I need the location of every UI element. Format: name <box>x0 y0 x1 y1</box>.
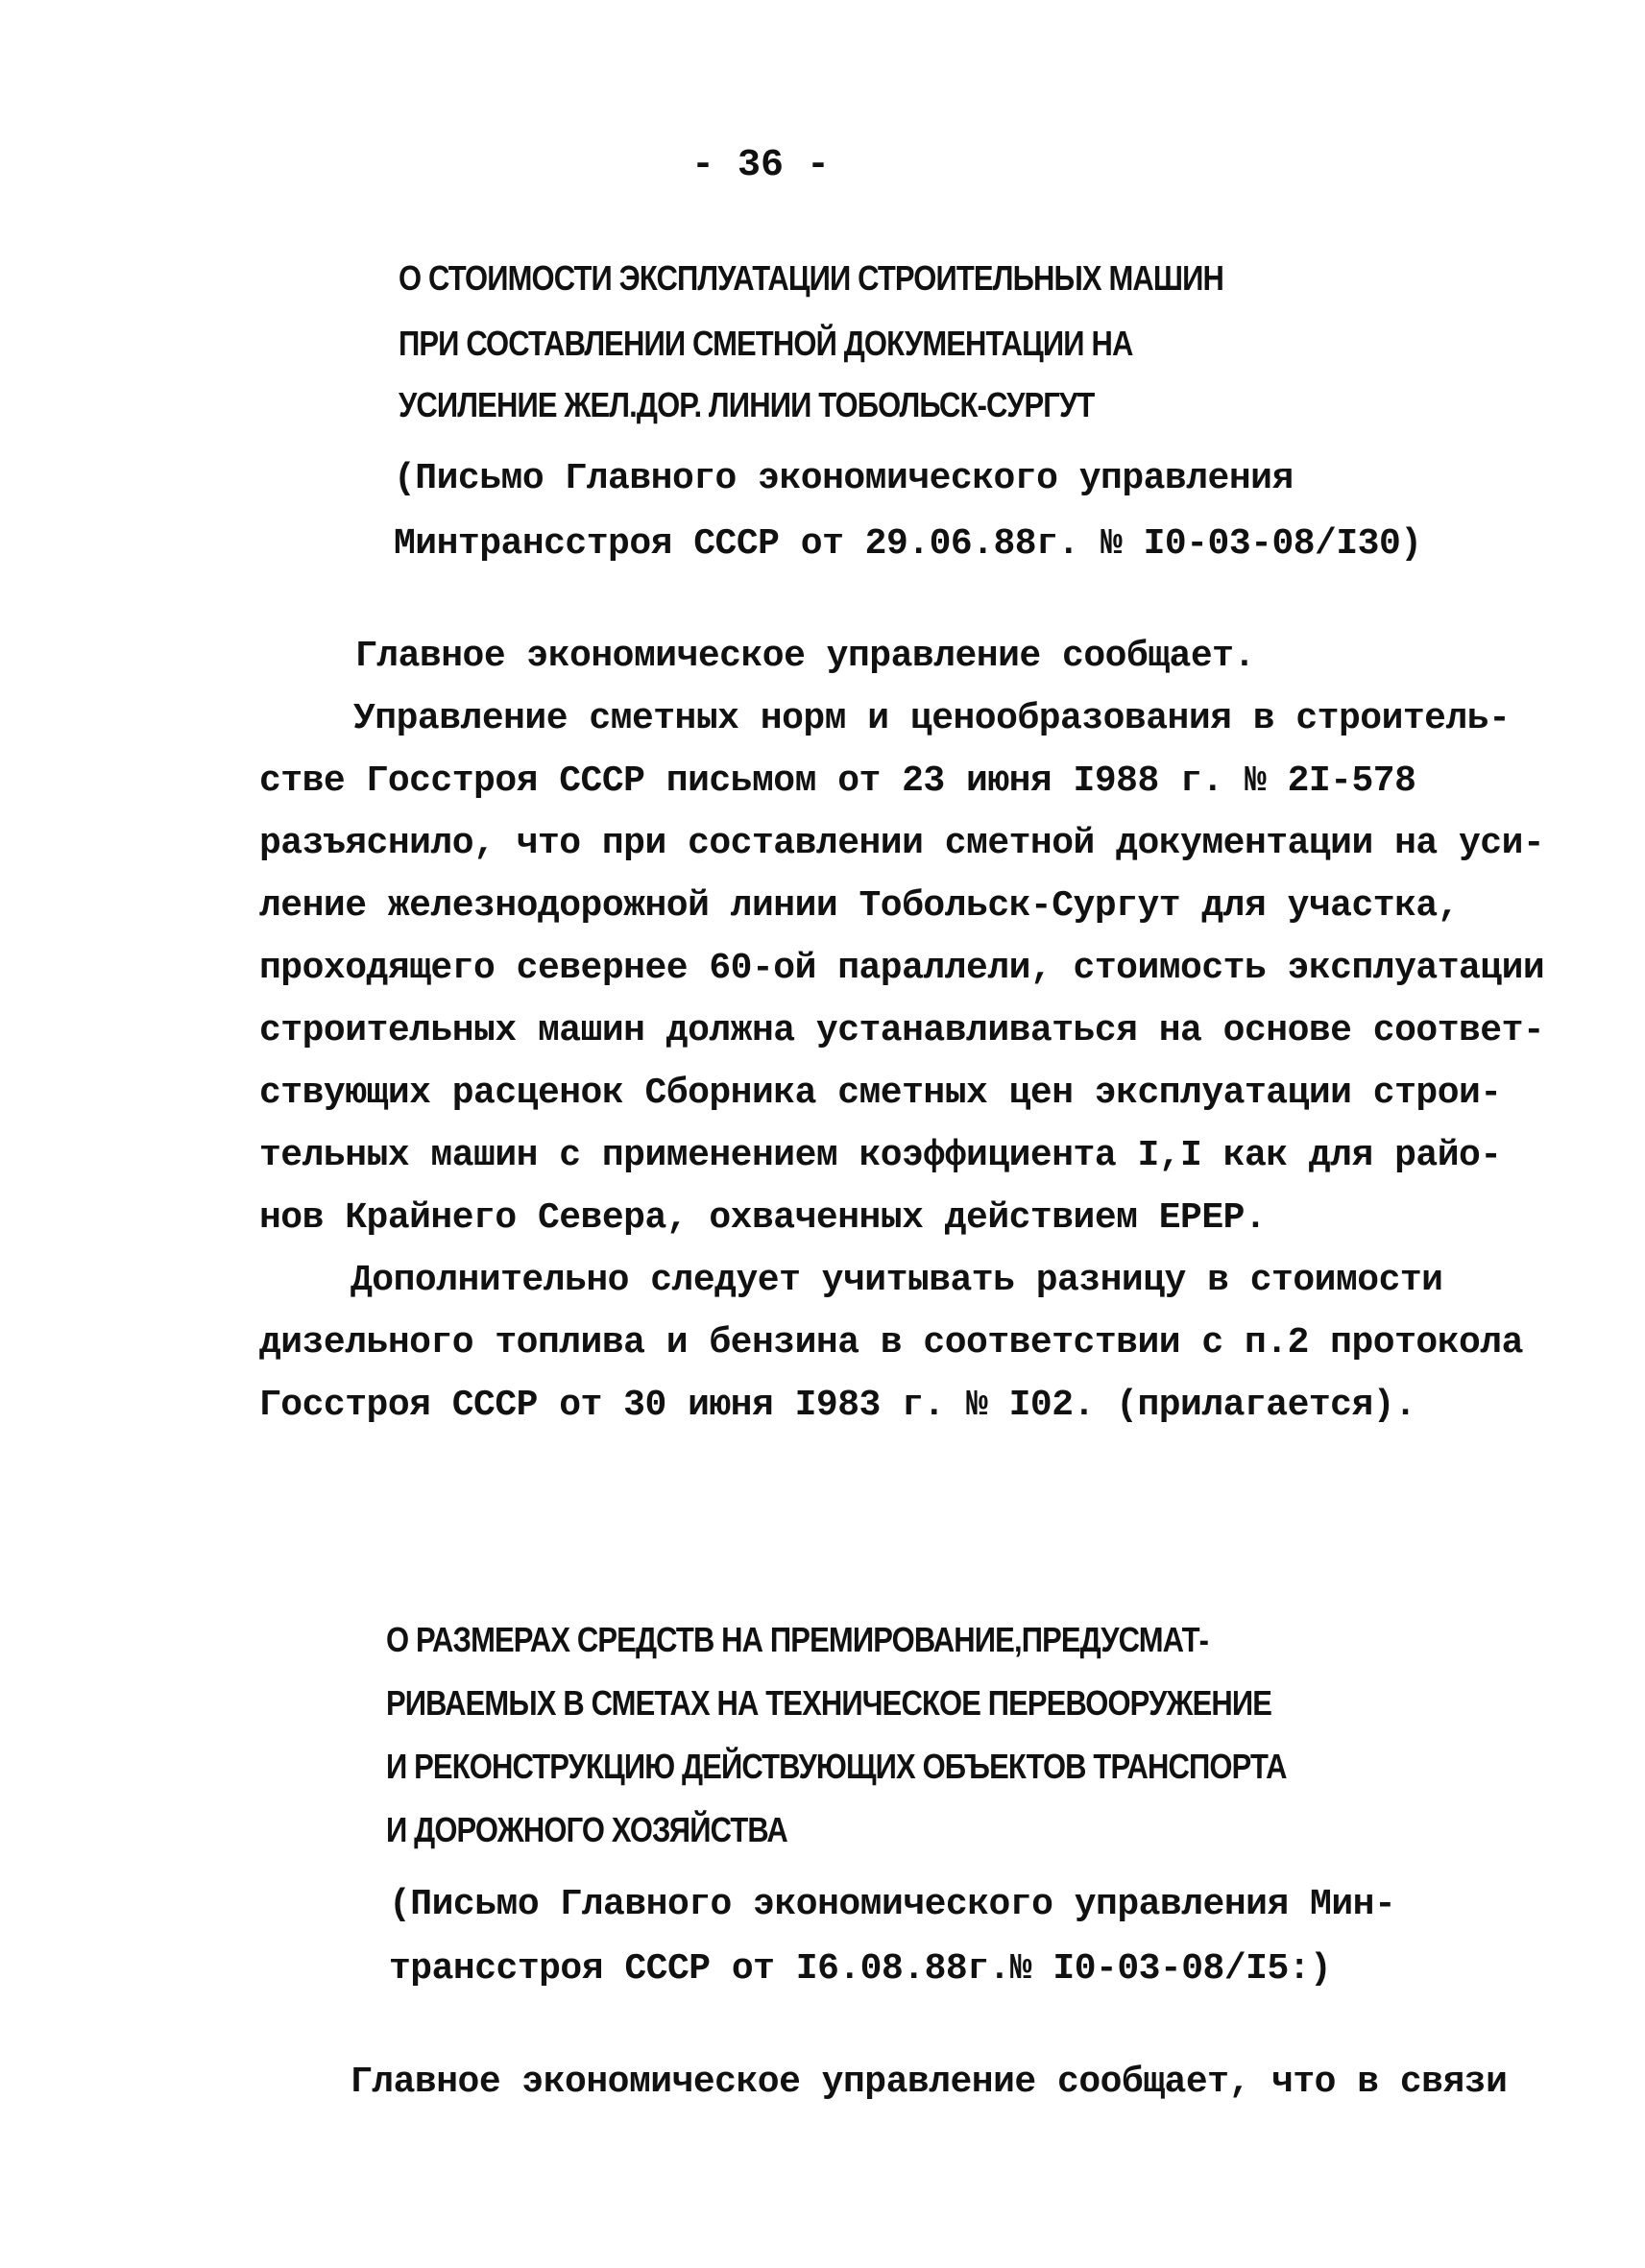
section1-body-line-8: ствующих расценок Сборника сметных цен эксплуатации строи- <box>259 1073 1502 1114</box>
section1-source-line-2: Минтрансстроя СССР от 29.06.88г. № I0-03-08/I30) <box>394 523 1422 565</box>
section2-source-line-2: трансстроя СССР от I6.08.88г.№ I0-03-08/I5:) <box>389 1948 1332 1990</box>
section2-title-line-2: РИВАЕМЫХ В СМЕТАХ НА ТЕХНИЧЕСКОЕ ПЕРЕВООРУЖЕНИЕ <box>386 1683 1272 1723</box>
section2-title-line-3: И РЕКОНСТРУКЦИЮ ДЕЙСТВУЮЩИХ ОБЪЕКТОВ ТРАНСПОРТА <box>386 1747 1287 1786</box>
section1-body-line-5: ление железнодорожной линии Тобольск-Сургут для участка, <box>259 885 1460 927</box>
section1-body-line-10: нов Крайнего Севера, охваченных действием ЕРЕР. <box>259 1197 1267 1239</box>
section2-source-line-1: (Письмо Главного экономического управления Мин- <box>389 1884 1396 1925</box>
section1-source-line-1: (Письмо Главного экономического управления <box>394 458 1294 499</box>
section1-body-line-6: проходящего севернее 60-ой параллели, стоимость эксплуатации <box>259 948 1545 989</box>
section1-title-line-1: О СТОИМОСТИ ЭКСПЛУАТАЦИИ СТРОИТЕЛЬНЫХ МАШИН <box>399 258 1224 298</box>
section2-title-line-4: И ДОРОЖНОГО ХОЗЯЙСТВА <box>386 1810 787 1849</box>
section1-body-line-4: разъяснило, что при составлении сметной документации на уси- <box>259 823 1545 864</box>
section1-body-line-13: Госстроя СССР от 30 июня I983 г. № I02. (прилагается). <box>259 1385 1416 1426</box>
section1-body-line-7: строительных машин должна устанавливаться на основе соответ- <box>259 1010 1545 1051</box>
section1-body-line-12: дизельного топлива и бензина в соответствии с п.2 протокола <box>259 1322 1523 1363</box>
section1-body-line-3: стве Госстроя СССР письмом от 23 июня I988 г. № 2I-578 <box>259 760 1416 802</box>
section1-body-line-11: Дополнительно следует учитывать разницу в стоимости <box>351 1260 1443 1301</box>
section2-body-line-1: Главное экономическое управление сообщает, что в связи <box>351 2062 1508 2103</box>
section1-body-line-1: Главное экономическое управление сообщает. <box>355 636 1255 677</box>
section1-body-line-2: Управление сметных норм и ценообразования в строитель- <box>353 698 1511 739</box>
section1-title-line-2: ПРИ СОСТАВЛЕНИИ СМЕТНОЙ ДОКУМЕНТАЦИИ НА <box>399 324 1133 363</box>
section1-title-line-3: УСИЛЕНИЕ ЖЕЛ.ДОР. ЛИНИИ ТОБОЛЬСК-СУРГУТ <box>399 385 1095 424</box>
section1-body-line-9: тельных машин с применением коэффициента I,I как для райо- <box>259 1135 1502 1176</box>
section2-title-line-1: О РАЗМЕРАХ СРЕДСТВ НА ПРЕМИРОВАНИЕ,ПРЕДУСМАТ- <box>386 1620 1209 1659</box>
page-number: - 36 - <box>691 144 831 187</box>
